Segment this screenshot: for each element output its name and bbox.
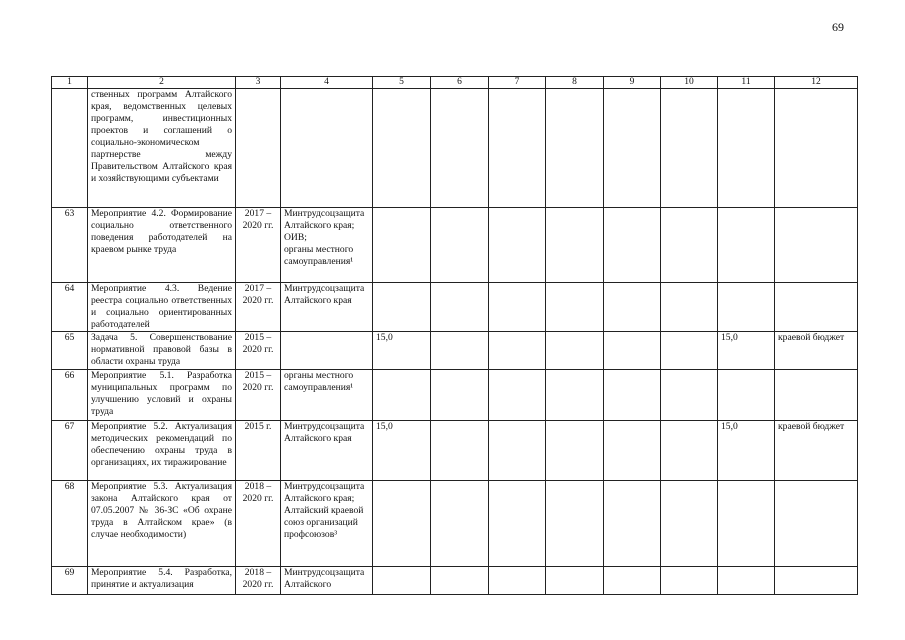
measure-name: Мероприятие 5.4. Разработка, принятие и актуализация xyxy=(88,567,236,595)
table-row xyxy=(52,421,858,481)
empty-cell xyxy=(661,332,718,370)
table-row xyxy=(52,208,858,283)
responsible xyxy=(281,332,373,370)
funding-source xyxy=(775,481,858,567)
empty-cell xyxy=(489,332,546,370)
column-header: 8 xyxy=(546,77,604,89)
table-row xyxy=(52,370,858,421)
value-col11 xyxy=(718,208,775,283)
responsible: Минтрудсоцзащита Алтайского края xyxy=(281,283,373,332)
empty-cell xyxy=(661,283,718,332)
empty-cell xyxy=(431,370,489,421)
responsible: Минтрудсоцзащита Алтайского края; ОИВ; органы местного самоуправления¹ xyxy=(281,208,373,283)
responsible xyxy=(281,89,373,208)
responsible: Минтрудсоцзащита Алтайского края; Алтайский краевой союз организаций профсоюзов³ xyxy=(281,481,373,567)
row-number: 65 xyxy=(52,332,88,370)
column-header: 7 xyxy=(489,77,546,89)
column-header: 12 xyxy=(775,77,858,89)
responsible: Минтрудсоцзащита Алтайского xyxy=(281,567,373,595)
empty-cell xyxy=(661,567,718,595)
row-number: 67 xyxy=(52,421,88,481)
value-col5 xyxy=(373,89,431,208)
value-col5: 15,0 xyxy=(373,421,431,481)
value-col11 xyxy=(718,567,775,595)
empty-cell xyxy=(604,567,661,595)
value-col11: 15,0 xyxy=(718,421,775,481)
responsible: органы местного самоуправления¹ xyxy=(281,370,373,421)
period: 2017 – 2020 гг. xyxy=(236,208,281,283)
table-row xyxy=(52,89,858,208)
column-header: 4 xyxy=(281,77,373,89)
period: 2015 – 2020 гг. xyxy=(236,332,281,370)
empty-cell xyxy=(661,208,718,283)
funding-source xyxy=(775,283,858,332)
value-col11 xyxy=(718,370,775,421)
empty-cell xyxy=(604,89,661,208)
funding-source xyxy=(775,89,858,208)
period: 2015 – 2020 гг. xyxy=(236,370,281,421)
measure-name: Мероприятие 4.2. Формирование социально ответственного поведения работодателей на краевом рынке труда xyxy=(88,208,236,283)
empty-cell xyxy=(489,208,546,283)
empty-cell xyxy=(546,208,604,283)
empty-cell xyxy=(546,481,604,567)
empty-cell xyxy=(546,567,604,595)
funding-source xyxy=(775,370,858,421)
page-number: 69 xyxy=(832,20,844,34)
empty-cell xyxy=(546,332,604,370)
empty-cell xyxy=(546,370,604,421)
funding-source xyxy=(775,567,858,595)
value-col11 xyxy=(718,89,775,208)
empty-cell xyxy=(661,370,718,421)
period xyxy=(236,89,281,208)
empty-cell xyxy=(604,208,661,283)
responsible: Минтрудсоцзащита Алтайского края xyxy=(281,421,373,481)
value-col11 xyxy=(718,283,775,332)
header-row xyxy=(52,77,858,89)
empty-cell xyxy=(489,370,546,421)
value-col5 xyxy=(373,370,431,421)
period: 2017 – 2020 гг. xyxy=(236,283,281,332)
table-row xyxy=(52,481,858,567)
program-measures-table xyxy=(51,76,858,595)
period: 2015 г. xyxy=(236,421,281,481)
measure-name: Мероприятие 5.1. Разработка муниципальных программ по улучшению условий и охраны труда xyxy=(88,370,236,421)
empty-cell xyxy=(546,89,604,208)
empty-cell xyxy=(489,421,546,481)
value-col5 xyxy=(373,283,431,332)
empty-cell xyxy=(431,481,489,567)
column-header: 2 xyxy=(88,77,236,89)
measure-name: ственных программ Алтайского края, ведомственных целевых программ, инвестиционных проектов и соглашений о социально-экономическом партнерстве между Правительством Алтайского края и хозяйствующими субъектами xyxy=(88,89,236,208)
column-header: 1 xyxy=(52,77,88,89)
table-row xyxy=(52,332,858,370)
row-number: 69 xyxy=(52,567,88,595)
value-col5 xyxy=(373,208,431,283)
empty-cell xyxy=(431,567,489,595)
row-number: 68 xyxy=(52,481,88,567)
empty-cell xyxy=(431,421,489,481)
column-header: 10 xyxy=(661,77,718,89)
row-number: 66 xyxy=(52,370,88,421)
empty-cell xyxy=(431,208,489,283)
empty-cell xyxy=(489,481,546,567)
measure-name: Задача 5. Совершенствование нормативной правовой базы в области охраны труда xyxy=(88,332,236,370)
period: 2018 – 2020 гг. xyxy=(236,567,281,595)
row-number: 64 xyxy=(52,283,88,332)
empty-cell xyxy=(431,283,489,332)
column-header: 3 xyxy=(236,77,281,89)
empty-cell xyxy=(489,567,546,595)
empty-cell xyxy=(489,89,546,208)
column-header: 6 xyxy=(431,77,489,89)
empty-cell xyxy=(661,481,718,567)
value-col5 xyxy=(373,567,431,595)
table-row xyxy=(52,567,858,595)
empty-cell xyxy=(661,421,718,481)
empty-cell xyxy=(546,421,604,481)
measure-name: Мероприятие 5.2. Актуализация методических рекомендаций по обеспечению охраны труда в организациях, их тиражирование xyxy=(88,421,236,481)
empty-cell xyxy=(431,332,489,370)
empty-cell xyxy=(546,283,604,332)
period: 2018 – 2020 гг. xyxy=(236,481,281,567)
value-col11 xyxy=(718,481,775,567)
empty-cell xyxy=(489,283,546,332)
funding-source: краевой бюджет xyxy=(775,332,858,370)
row-number xyxy=(52,89,88,208)
column-header: 5 xyxy=(373,77,431,89)
funding-source xyxy=(775,208,858,283)
column-header: 11 xyxy=(718,77,775,89)
measure-name: Мероприятие 5.3. Актуализация закона Алтайского края от 07.05.2007 № 36-ЗС «Об охране труда в Алтайском крае» (в случае необходимости) xyxy=(88,481,236,567)
funding-source: краевой бюджет xyxy=(775,421,858,481)
empty-cell xyxy=(431,89,489,208)
table-row xyxy=(52,283,858,332)
empty-cell xyxy=(661,89,718,208)
column-header: 9 xyxy=(604,77,661,89)
empty-cell xyxy=(604,283,661,332)
empty-cell xyxy=(604,370,661,421)
empty-cell xyxy=(604,481,661,567)
value-col5: 15,0 xyxy=(373,332,431,370)
value-col11: 15,0 xyxy=(718,332,775,370)
value-col5 xyxy=(373,481,431,567)
measure-name: Мероприятие 4.3. Ведение реестра социально ответственных и социально ориентированных работодателей xyxy=(88,283,236,332)
row-number: 63 xyxy=(52,208,88,283)
empty-cell xyxy=(604,421,661,481)
empty-cell xyxy=(604,332,661,370)
